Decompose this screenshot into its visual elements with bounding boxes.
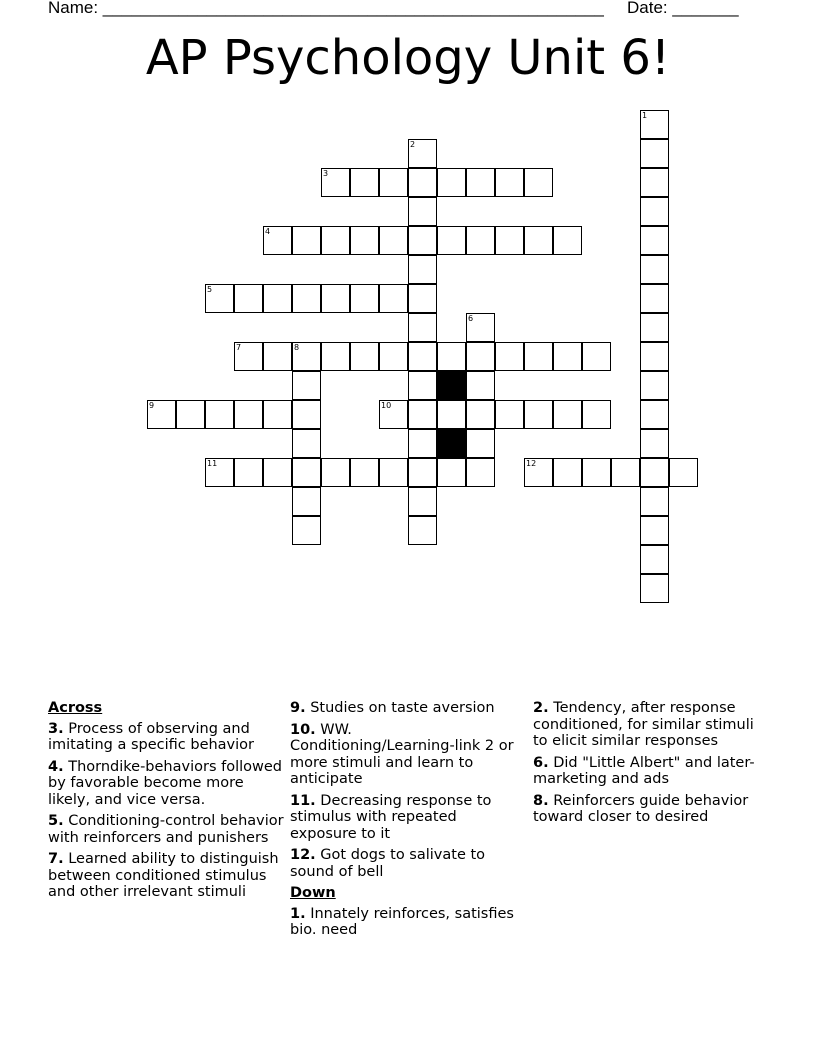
grid-cell[interactable] [495,342,524,371]
grid-cell[interactable] [292,226,321,255]
grid-cell[interactable] [582,458,611,487]
cell-number: 5 [207,285,213,294]
grid-cell[interactable] [263,342,292,371]
grid-cell[interactable] [524,400,553,429]
grid-cell[interactable] [321,458,350,487]
grid-cell[interactable] [640,197,669,226]
clue-text: Tendency, after response conditioned, for similar stimuli to elicit similar responses [533,700,754,749]
clue-number: 3. [48,720,64,737]
clue-across-3 [48,721,284,754]
grid-cell[interactable] [669,458,698,487]
grid-cell[interactable] [553,458,582,487]
clue-text: Conditioning-control behavior with reinforcers and punishers [48,813,284,846]
clue-number: 6. [533,754,549,771]
grid-cell[interactable] [524,168,553,197]
clue-number: 1. [290,905,306,922]
clue-down-8 [533,793,763,826]
grid-cell[interactable] [234,342,263,371]
clue-text: Studies on taste aversion [310,700,495,716]
grid-cell[interactable] [640,226,669,255]
grid-cell[interactable] [582,342,611,371]
grid-cell[interactable] [379,168,408,197]
grid-cell[interactable] [292,400,321,429]
grid-cell[interactable] [292,284,321,313]
clue-down-6 [533,755,763,788]
cell-number: 6 [468,314,474,323]
grid-cell[interactable] [640,458,669,487]
cell-number: 11 [207,459,218,468]
grid-cell[interactable] [640,139,669,168]
grid-cell[interactable] [292,458,321,487]
across-heading: Across [48,700,103,716]
grid-cell[interactable] [408,255,437,284]
grid-cell[interactable] [379,400,408,429]
grid-cell[interactable] [437,400,466,429]
clue-text: WW. Conditioning/Learning-link 2 or more stimuli and learn to anticipate [290,721,514,787]
grid-cell[interactable] [292,516,321,545]
grid-cell[interactable] [582,400,611,429]
grid-cell[interactable] [321,168,350,197]
cell-number: 2 [410,140,416,149]
grid-cell[interactable] [640,255,669,284]
grid-cell[interactable] [234,400,263,429]
clue-text: Thorndike-behaviors followed by favorable become more likely, and vice versa. [48,758,282,808]
grid-cell[interactable] [466,226,495,255]
clue-text: Process of observing and imitating a specific behavior [48,720,255,753]
grid-cell[interactable] [176,400,205,429]
grid-cell[interactable] [205,284,234,313]
grid-cell[interactable] [263,458,292,487]
grid-cell[interactable] [611,458,640,487]
clue-number: 12. [290,847,316,863]
grid-cell[interactable] [408,516,437,545]
grid-cell[interactable] [408,400,437,429]
grid-cell[interactable] [466,429,495,458]
grid-cell[interactable] [350,168,379,197]
grid-cell[interactable] [408,168,437,197]
cell-number: 8 [294,343,300,352]
grid-cell[interactable] [524,342,553,371]
date-field-label: Date: _______ [627,0,739,17]
grid-cell[interactable] [553,400,582,429]
clue-number: 11. [290,792,316,809]
grid-cell[interactable] [495,400,524,429]
clue-number: 8. [533,792,549,809]
clues-column-3 [533,700,763,831]
grid-cell[interactable] [466,342,495,371]
clue-across-12 [290,847,520,880]
grid-cell[interactable] [640,284,669,313]
grid-cell[interactable] [524,458,553,487]
grid-cell[interactable] [292,371,321,400]
clue-text: Innately reinforces, satisfies bio. need [290,905,514,938]
blocked-cell [437,371,466,400]
clue-text: Learned ability to distinguish between conditioned stimulus and other irrelevant stimuli [48,851,279,900]
cell-number: 1 [642,111,648,120]
grid-cell[interactable] [292,429,321,458]
clue-across-10 [290,722,520,788]
grid-cell[interactable] [495,168,524,197]
clue-text: Reinforcers guide behavior toward closer to desired [533,792,749,825]
clue-text: Did "Little Albert" and later-marketing and ads [533,754,755,787]
grid-cell[interactable] [234,284,263,313]
grid-cell[interactable] [640,313,669,342]
grid-cell[interactable] [408,429,437,458]
cell-number: 3 [323,169,329,178]
clue-number: 4. [48,758,64,775]
grid-cell[interactable] [321,226,350,255]
grid-cell[interactable] [466,168,495,197]
grid-cell[interactable] [524,226,553,255]
grid-cell[interactable] [408,487,437,516]
grid-cell[interactable] [640,371,669,400]
grid-cell[interactable] [408,226,437,255]
grid-cell[interactable] [408,342,437,371]
clue-number: 5. [48,813,64,829]
grid-cell[interactable] [205,400,234,429]
page-title: AP Psychology Unit 6! [145,30,671,86]
grid-cell[interactable] [350,284,379,313]
grid-cell[interactable] [640,574,669,603]
grid-cell[interactable] [495,226,524,255]
grid-cell[interactable] [408,458,437,487]
clue-across-5 [48,813,284,846]
clue-number: 7. [48,851,64,867]
clue-number: 9. [290,700,306,716]
grid-cell[interactable] [437,342,466,371]
grid-cell[interactable] [553,342,582,371]
grid-cell[interactable] [640,429,669,458]
grid-cell[interactable] [640,545,669,574]
grid-cell[interactable] [263,226,292,255]
grid-cell[interactable] [321,284,350,313]
grid-cell[interactable] [640,342,669,371]
clue-down-2 [533,700,763,750]
cell-number: 12 [526,459,537,468]
down-heading: Down [290,885,336,901]
grid-cell[interactable] [292,342,321,371]
grid-cell[interactable] [350,458,379,487]
grid-cell[interactable] [379,458,408,487]
grid-cell[interactable] [640,516,669,545]
cell-number: 7 [236,343,242,352]
clue-text: Got dogs to salivate to sound of bell [290,847,486,880]
grid-cell[interactable] [437,168,466,197]
grid-cell[interactable] [437,226,466,255]
grid-cell[interactable] [408,313,437,342]
grid-cell[interactable] [234,458,263,487]
grid-cell[interactable] [147,400,176,429]
clues-column-2 [290,700,520,944]
grid-cell[interactable] [350,342,379,371]
grid-cell[interactable] [408,284,437,313]
grid-cell[interactable] [466,400,495,429]
grid-cell[interactable] [553,226,582,255]
cell-number: 10 [381,401,392,410]
clue-down-1 [290,906,520,939]
clues-column-1 [48,700,284,906]
grid-cell[interactable] [408,371,437,400]
grid-cell[interactable] [437,458,466,487]
grid-cell[interactable] [466,313,495,342]
grid-cell[interactable] [263,400,292,429]
cell-number: 4 [265,227,271,236]
grid-cell[interactable] [379,342,408,371]
clue-number: 10. [290,721,316,738]
grid-cell[interactable] [640,400,669,429]
clue-text: Decreasing response to stimulus with repeated exposure to it [290,792,492,842]
clue-across-9 [290,700,520,717]
clue-across-4 [48,759,284,809]
grid-cell[interactable] [379,226,408,255]
grid-cell[interactable] [350,226,379,255]
clue-across-7 [48,851,284,901]
grid-cell[interactable] [379,284,408,313]
blocked-cell [437,429,466,458]
grid-cell[interactable] [466,371,495,400]
grid-cell[interactable] [640,487,669,516]
cell-number: 9 [149,401,155,410]
grid-cell[interactable] [408,197,437,226]
grid-cell[interactable] [321,342,350,371]
grid-cell[interactable] [466,458,495,487]
grid-cell[interactable] [205,458,234,487]
clue-number: 2. [533,700,549,716]
name-field-label: Name: _____________________________________________________ [48,0,604,17]
grid-cell[interactable] [640,168,669,197]
grid-cell[interactable] [640,110,669,139]
grid-cell[interactable] [408,139,437,168]
grid-cell[interactable] [263,284,292,313]
grid-cell[interactable] [292,487,321,516]
clue-across-11 [290,793,520,843]
